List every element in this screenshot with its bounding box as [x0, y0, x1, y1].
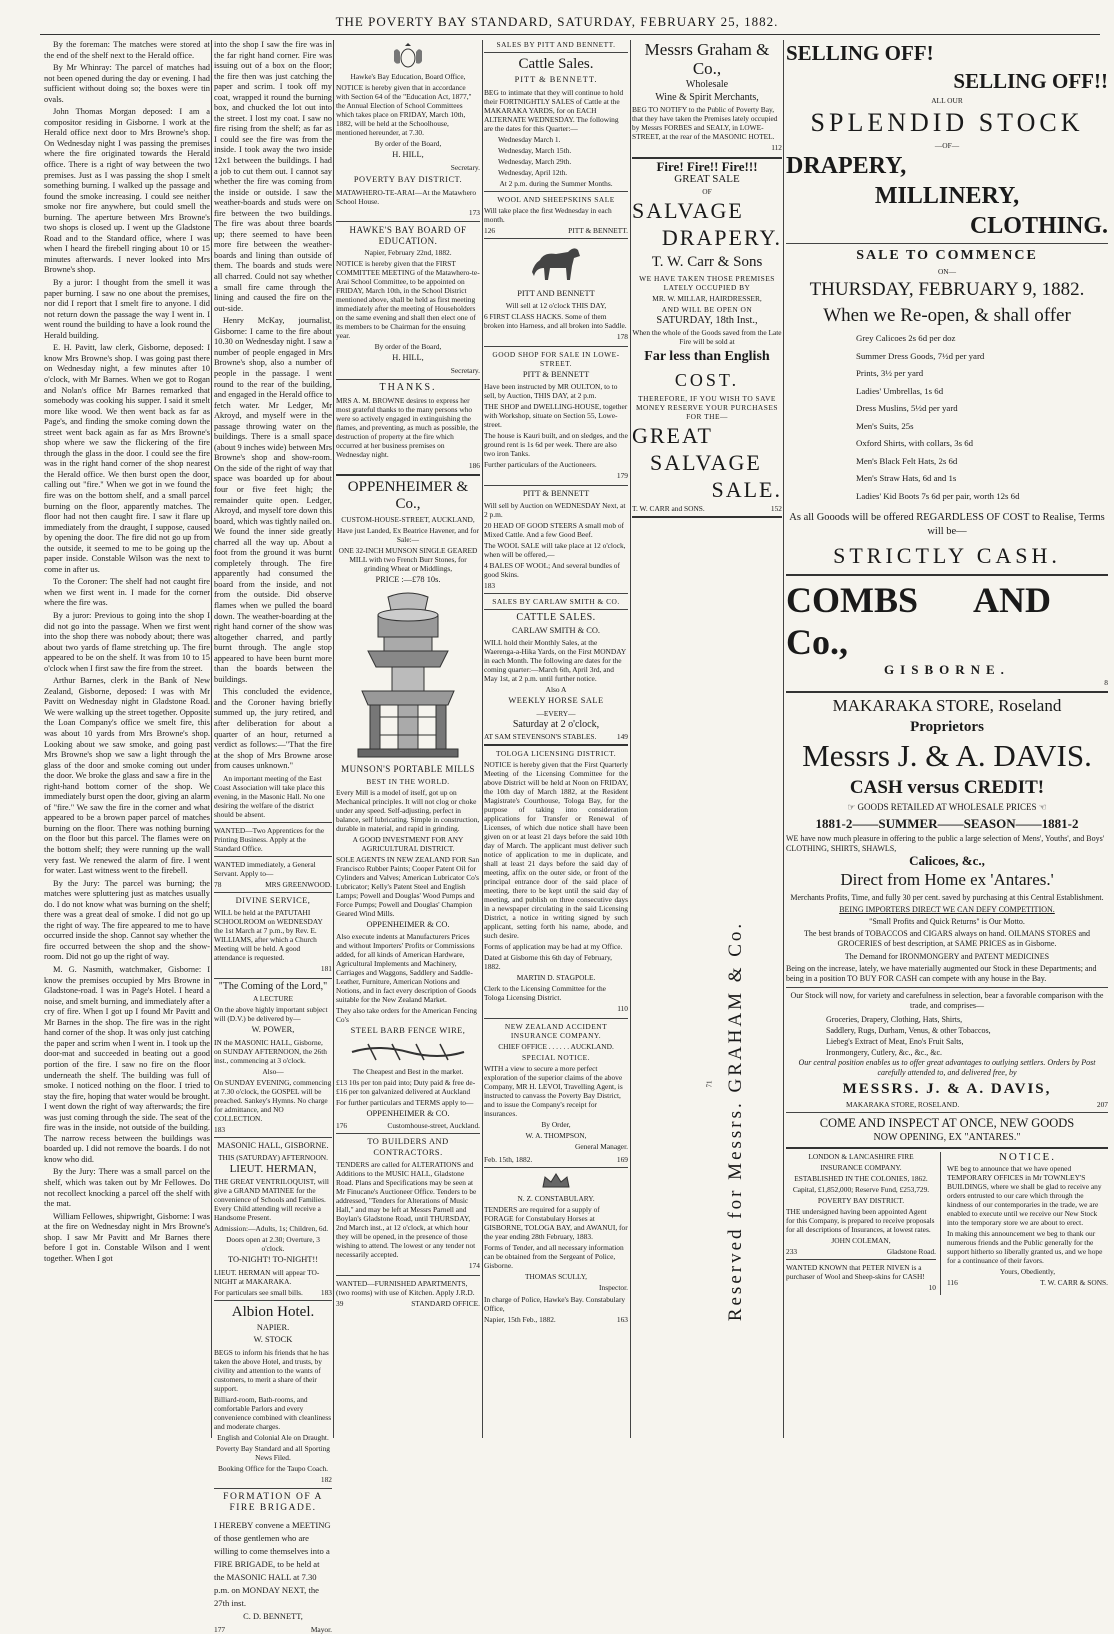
ad-heading: STRICTLY CASH.: [833, 543, 1061, 568]
ad-body: Will sell by Auction on WEDNESDAY Next, at 2 p.m.: [484, 501, 626, 520]
ad-body: [786, 802, 1108, 813]
ad-address: AT SAM STEVENSON'S STABLES.: [484, 732, 597, 742]
ad-number: 71: [705, 1080, 714, 1088]
ad-address: Customhouse-street, Auckland.: [387, 1121, 480, 1131]
paragraph: M. G. Nasmith, watchmaker, Gisborne: I know the premises occupied by Mrs Browne in Gladstone-road. I was in Page's Hotel. I heard a noise, and smelt burning, and immediately after a cry of fire. When I got up I found Mr Pavitt and Mr Barnes in the shop. The fire was in the right hand corner of the shop. It was only just catching the paper and scrim when I went in. I took up the door-mat and succeeded in beating out a good portion of the fire. I saw no fire on the floor underneath the shelf. The building was full of smoke. I noticed nothing on the floor. I tried to stay the fire, hoping that water would be brought. I went down the right of way afterwards; the fire was just coming through the side. The seat of the fire was in the inside, not outside of the building. The narrow recess between the buildings was boarded up. I did not remove the boards. I do not know who did.: [44, 965, 210, 1164]
price: PRICE :—£78 10s.: [375, 575, 441, 585]
signature: H. HILL,: [392, 353, 424, 363]
column-1-inquest-report: [44, 40, 210, 1438]
ad-body: Every Mill is a model of itself, got up on Mechanical principles. It will not clog or choke under any speed. Self-adjusting, perfect in balance, self lubricating. Simple in construction, durable in material, and rapid in grinding.: [336, 787, 480, 833]
ad-body: English and Colonial Ale on Draught.: [217, 1432, 329, 1442]
signature: C. D. BENNETT,: [243, 1612, 303, 1622]
ad-body: Further particulars of the Auctioneers.: [484, 460, 597, 470]
ad-heading: Far less than English: [644, 349, 770, 365]
ad-number: 186: [468, 460, 480, 470]
signature-role: Secretary.: [450, 162, 480, 172]
ad-body: Have just Landed, Ex Beatrice Havener, and for Sale:—: [337, 526, 479, 545]
ad-body: THE GREAT VENTRILOQUIST, will give a GRAND MATINEE for the convenience of Schools and Families. Every Child attending will receive a Handsome Present.: [214, 1177, 329, 1223]
ad-heading: CLOTHING.: [969, 213, 1108, 239]
ad-name: T. W. Carr & Sons: [651, 253, 763, 270]
price-list-item: Ladies' Kid Boots 7s 6d per pair, worth 12s 6d: [856, 490, 1020, 501]
paragraph: William Fellowes, shipwright, Gisborne: I was at the fire on Wednesday night in Mrs Browne's shop. I saw Mr Pavitt and Mr Barnes there before I got in. Constable Wilson and I went together. When I got: [44, 1211, 210, 1263]
ad-body: Doors open at 2.30; Overture, 3 o'clock.: [226, 1235, 320, 1254]
ad-heading: GOOD SHOP FOR SALE IN LOWE-STREET.: [492, 349, 620, 368]
ad-heading: "The Coming of the Lord,": [218, 980, 328, 992]
ad-number: 177: [214, 1624, 226, 1634]
ad-body: Booking Office for the Taupo Coach.: [217, 1463, 329, 1473]
ad-heading: MESSRS. J. & A. DAVIS,: [842, 1081, 1052, 1098]
ad-heading: TO-NIGHT! TO-NIGHT!!: [227, 1255, 318, 1265]
ad-body: Poverty Bay Standard and all Sporting News Filed.: [216, 1443, 330, 1462]
ad-body: By order of the Board,: [374, 139, 442, 148]
paragraph: Arthur Barnes, clerk in the Bank of New Zealand, Gisborne, deposed: I was with Mr Pavitt on Wednesday night in Gladstone Road. We were walking up the street together. Opposite the Loan Company's office we smelt fire, this was about 10 yards from Mrs Browne's shop. Looking about we saw smoke, and going past Mrs Browne's shop we saw a light through the glass of the door and smoke coming out under the door. We broke the glass and saw a fire in the right-hand bottom corner of the shop. We immediately burst open the door, giving an alarm of "fire." We saw the fire in the corner and what appeared to be a brown paper parcel of matches burning on the floor. There was nothing burning on the floor but this parcel. The flames were on the bottom shelf; they were running up the wall very fast. We renewed the alarm of fire. I went for water. Last witness went to the firebell.: [44, 676, 210, 876]
ad-body: SATURDAY, 18th Inst.,: [656, 314, 758, 326]
ad-heading: N. Z. CONSTABULARY.: [517, 1193, 595, 1203]
ad-heading: WOOL AND SHEEPSKINS SALE: [497, 194, 615, 204]
ad-number: 176: [336, 1121, 348, 1131]
stock-list-item: Liebeg's Extract of Meat, Eno's Fruit Salts,: [826, 1036, 964, 1046]
ad-body: A GOOD INVESTMENT FOR ANY AGRICULTURAL DISTRICT.: [352, 834, 464, 853]
ad-body: 6 FIRST CLASS HACKS. Some of them broken into Harness, and all broken into Saddle.: [484, 312, 627, 331]
ad-body: For particulars see small bills.: [214, 1287, 303, 1297]
ad-heading: Direct from Home ex 'Antares.': [840, 869, 1054, 889]
ad-heading: WEEKLY HORSE SALE: [508, 696, 604, 706]
signature-role: General Manager.: [575, 1142, 628, 1152]
ad-body: At 2 p.m. during the Summer Months.: [499, 178, 613, 188]
ad-number: 182: [320, 1474, 332, 1484]
ad-heading: OPPENHEIMER & Co.,: [347, 479, 469, 513]
signature: H. HILL,: [392, 150, 424, 159]
ad-body: On SUNDAY EVENING, commencing at 7.30 o'clock, the GOSPEL will be preached. Sankey's Hymns. No charge for admittance, and NO COLLECTION.: [214, 1077, 332, 1123]
ad-heading: Messrs Graham & Co.,: [644, 40, 770, 78]
ad-number: 116: [947, 1278, 958, 1288]
price-list-item: Men's Suits, 25s: [856, 420, 914, 431]
paragraph: into the shop I saw the fire was in the far right hand corner. Fire was issuing out of a box on the floor; the fire then was just catching the paper and scrim. I took off my coat, wrapped it round the burning box, and chucked the lot out into the street. I lost my coat. I saw no fire rising from the shelf; as far as I could see the fire was from the inside. I took away the two inside 12x1 between the buildings. I had a job to cut them out. I cannot say whether the fire was coming from the inside or outside. I saw the weather-boards and studs were on fire between the two buildings. The fire was about three boards up; there seemed to have been more fire between the weather-boards and lining than outside of them. The boards and studs were all charred. Could not say whether a small fire came through the lining and caused the fire on the out-side.: [214, 40, 332, 313]
reserved-space-vertical: [726, 820, 746, 1420]
ad-heading: GREAT: [632, 423, 713, 449]
ad-body: Merchants Profits, Time, and fully 30 per cent. saved by purchasing at this Central Establishment.: [790, 892, 1104, 902]
ad-body: Will take place the first Wednesday in each month.: [484, 205, 612, 224]
ad-heading: SALVAGE: [632, 197, 744, 223]
ad-heading: SALE.: [711, 477, 782, 503]
ad-body: When the whole of the Goods saved from the Late Fire will be sold at: [632, 328, 782, 347]
ad-date: Napier, February 22nd, 1882.: [364, 248, 452, 258]
ad-body: On the above highly important subject will (D.V.) be delivered by—: [214, 1005, 328, 1024]
ad-subheading: POVERTY BAY DISTRICT.: [817, 1195, 905, 1205]
ad-body: LIEUT. HERMAN will appear TO-NIGHT at MAKARAKA.: [214, 1267, 320, 1286]
ad-heading: THANKS.: [379, 382, 437, 394]
ad-body: —OF—: [934, 141, 960, 150]
ad-address: STANDARD OFFICE.: [411, 1298, 480, 1308]
column-3: [336, 40, 480, 1438]
paragraph: By the foreman: The matches were stored at the end of the shelf next to the Herald office.: [44, 40, 210, 60]
ad-date: Feb. 15th, 1882.: [484, 1154, 533, 1164]
column-rule: [482, 40, 483, 1438]
ad-body: As all Gooods will be offered REGARDLESS OF COST to Realise, Terms will be—: [789, 512, 1105, 537]
date-item: Wednesday, March 15th.: [498, 145, 572, 155]
masthead: THE POVERTY BAY STANDARD, SATURDAY, FEBRUARY 25, 1882.: [335, 14, 779, 29]
wanted-ad: WANTED immediately, a General Servant. Apply to—: [214, 859, 316, 878]
ad-body: The house is Kauri built, and on sledges, and the ground rent is 1s 6d per week. There are also two iron Tanks.: [484, 431, 628, 459]
ad-body: THE undersigned having been appointed Agent for this Company, is prepared to receive proposals for all descriptions of Insurances, at lowest rates.: [786, 1206, 935, 1234]
ad-body: THEREFORE, IF YOU WISH TO SAVE MONEY RESERVE YOUR PURCHASES FOR THE—: [635, 394, 778, 422]
ad-heading: Messrs J. & A. DAVIS.: [802, 738, 1092, 774]
ad-subheading: Proprietors: [910, 719, 984, 736]
ad-heading: STEEL BARB FENCE WIRE,: [350, 1026, 466, 1036]
ad-body: £13 10s per ton paid into; Duty paid & free de-£16 per ton galvanized delivered at Auckland: [336, 1077, 476, 1096]
price-list-item: Oxford Shirts, with collars, 3s 6d: [856, 438, 974, 448]
paragraph: By the Jury: There was a small parcel on the shelf, which was taken out by Mr Fellowes. Do not recollect knocking a parcel off the shelf with the mat.: [44, 1167, 210, 1209]
ad-number: 174: [468, 1261, 480, 1271]
ad-heading: HAWKE'S BAY BOARD OF EDUCATION.: [349, 225, 467, 246]
ad-body: For further particulars and TERMS apply to—: [336, 1097, 474, 1107]
ad-body: —EVERY—: [536, 708, 576, 718]
ad-body: ONE 32-INCH MUNSON SINGLE GEARED MILL with two French Burr Stones, for grinding Wheat or Middlings,: [338, 546, 478, 574]
ad-body: The Cheapest and Best in the market.: [352, 1066, 464, 1076]
ad-body: SOLE AGENTS IN NEW ZEALAND FOR San Francisco Rubber Paints; Cooper Patent Oil for Cylinders and Valves; American Lubricator Co's Lubricator; Kelly's Patent Steel and English Lamps; Powell and Douglas' Wood Pumps and Force Pumps; Powell and Douglas' Champion Geared Wind Mills.: [336, 854, 480, 918]
coat-of-arms-icon: [388, 43, 428, 69]
ad-body: OF: [702, 186, 712, 196]
signature: THOMAS SCULLY,: [525, 1271, 587, 1281]
crown-icon: [539, 1171, 573, 1191]
ad-number: 126: [484, 225, 496, 235]
ad-subheading: Wholesale: [685, 79, 729, 90]
pointing-hand-icon: ☞: [847, 802, 858, 813]
ad-body: NOTICE is hereby given that the First Quarterly Meeting of the Licensing Committee for the above District will be held at Noon on FRIDAY, the 10th day of March 1882, at the Resident Magistrate's Courthouse, Tologa Bay, for the purpose of taking into consideration applications for Transfer or Renewal of Licenses, of which due notice shall have been given on or at least 21 days before the said 10th day of March. The applicant must deliver such notice of application to me in duplicate, and shall at least 21 days before the said day of meeting, affix on the outer side, or front of the principal entrance door of the said place of meeting, there to be kept until the said day of meeting, and publish on three consecutive days in a newspaper circulating in the said Licensing District, a notice in writing signed by such applicant, setting forth his name, abode, and such desire.: [484, 760, 628, 941]
paragraph: By Mr Whinray: The parcel of matches had not been opened during the day or evening. I had sufficient without doing so; the boxes were tin ovals.: [44, 63, 210, 104]
signature: T. W. CARR and SONS.: [632, 504, 705, 514]
signature: OPPENHEIMER & CO.: [366, 1108, 450, 1118]
stock-list-item: Saddlery, Rugs, Durham, Venus, & other Tobaccos,: [826, 1025, 991, 1035]
ad-subheading: CARLAW SMITH & CO.: [511, 625, 601, 635]
ad-body: Billiard-room, Bath-rooms, and comfortable Parlors and every convenience combined with cleanliness and moderate charges.: [214, 1394, 332, 1431]
ad-body: BEGS to inform his friends that he has taken the above Hotel, and trusts, by civility and attention to the wants of customers, to merit a share of their support.: [214, 1347, 329, 1393]
price-list-item: Prints, 3½ per yard: [856, 368, 924, 378]
ad-number: 163: [616, 1315, 628, 1325]
ad-number: 233: [786, 1246, 798, 1256]
ad-body: NOTICE is hereby given that the FIRST COMMITTEE MEETING of the Matawhero-te-Arai School Committee, to be appointed on FRIDAY, March 10th, in the School District mentioned above, shall be held as first meeting immediately after the meeting of Householders on the same evening and shall then elect one of its members to be Chairman for the ensuing year.: [336, 259, 480, 341]
ad-heading: GREAT SALE: [674, 173, 740, 186]
ad-heading: NEW ZEALAND ACCIDENT INSURANCE COMPANY.: [504, 1022, 608, 1041]
ad-heading: Hawke's Bay Education, Board Office,: [350, 72, 466, 81]
ad-body: The WOOL SALE will take place at 12 o'clock, when will be offered,—: [484, 541, 626, 560]
paragraph: By a juror: Previous to going into the shop I did not go into the passage. When we first went into the shop there was nobody about; there was about two yards of flame stretching up. The fire appeared to be on the shelf. It was from 10 to 15 o'clock when I first saw the fire from the street.: [44, 610, 210, 673]
ad-heading: MASONIC HALL, GISBORNE.: [217, 1140, 329, 1150]
column-5: [632, 40, 782, 1438]
signature-role: Clerk to the Licensing Committee for the Tologa Licensing District.: [484, 984, 606, 1003]
ad-body: IN the MASONIC HALL, Gisborne, on SUNDAY AFTERNOON, the 26th inst., commencing at 3 o'clock.: [214, 1037, 327, 1065]
column-6: [786, 40, 1108, 1438]
ad-body: By order of the Board,: [374, 342, 442, 352]
ad-body: TENDERS are called for ALTERATIONS and Additions to the MUSIC HALL, Gladstone Road. Plans and Specifications may be seen at Mr Finucane's Auctioneer Office. Tenders to be addressed, "Tenders for Alterations of Music Hall," and may be left at Messrs Parnell and Boylan's Gladstone Road, until THURSDAY, 2nd March inst., at 12 o'clock, at which hour they will be opened, in the presence of those wishing to attend. The lowest or any tender not necessarily accepted.: [336, 1160, 477, 1260]
stock-list-item: Groceries, Drapery, Clothing, Hats, Shirts,: [826, 1014, 963, 1024]
reserved-notice: Reserved for Messrs. GRAHAM & Co.: [725, 920, 746, 1322]
price-list-item: Men's Black Felt Hats, 2s 6d: [856, 455, 958, 466]
ad-number: 173: [468, 207, 480, 217]
ad-body: ALL OUR: [931, 96, 963, 105]
ad-number: 183: [484, 581, 496, 591]
column-2: [214, 40, 332, 1634]
ad-subheading: PITT & BENNETT: [522, 369, 590, 379]
ad-number: 8: [1104, 677, 1108, 687]
ad-body: MATAWHERO-TE-ARAI—At the Matawhero School House.: [336, 187, 477, 206]
signature-role: Secretary.: [450, 365, 480, 375]
ad-heading: TOLOGA LICENSING DISTRICT.: [495, 749, 617, 759]
ad-body: The Demand for IRONMONGERY and PATENT MEDICINES: [844, 951, 1050, 961]
ad-subheading: BEST IN THE WORLD.: [366, 776, 450, 786]
ad-heading: SPLENDID STOCK: [810, 108, 1084, 137]
ad-number: 110: [617, 1004, 628, 1014]
section-header: SALES BY CARLAW SMITH & CO.: [492, 597, 620, 607]
section-header: SALES BY PITT AND BENNETT.: [496, 40, 616, 49]
ad-heading: CATTLE SALES.: [516, 612, 596, 624]
ad-heading: TO BUILDERS AND CONTRACTORS.: [367, 1137, 449, 1157]
paragraph: Henry McKay, journalist, Gisborne: I came to the fire about 10.30 on Wednesday night. I saw a number of people engaged in Mrs Browne's shop, also a number of people in the passage. I went round to the rear of the building, and engaged in the Herald office to fetch water. Mr Ledger, Mr Akroyd, and myself were in the passage throwing water on the buildings. There is a small space (about 9 inches wide) between Mrs Browne's shop and show-room. On the side of the right of way that space was boarded up for about four or five feet high; the remainder quite open. Ledger, Akroyd, and myself tore down this board, which was tightly nailed on. We found the inner side greatly charred all the way up. About a foot from the ground it was burnt completely through. The fire apparently had consumed the board from the inside, and not from the outside. Did observe flames when we pulled the board down. The weather-boarding at the right hand corner of the show was altogether charred, and partly burnt through. The angle stop appeared to have been burnt more than the boards between the buildings.: [214, 316, 332, 684]
price-list-item: Grey Calicoes 2s 6d per doz: [856, 333, 956, 343]
ad-body: In making this announcement we beg to thank our numerous friends and the Public generally for the support hitherto so liberally granted us, and we hope for a continuance of their favors.: [947, 1229, 1103, 1266]
ad-heading: FORMATION OF A FIRE BRIGADE.: [223, 1492, 323, 1513]
ad-heading: NOTICE.: [998, 1150, 1057, 1163]
ad-heading: 1881-2——SUMMER——SEASON——1881-2: [815, 815, 1079, 831]
ad-heading: SELLING OFF!!: [953, 69, 1108, 93]
paragraph: By a juror: I thought from the smell it was paper burning. I saw no one about the premises, nor did I report that I smelt fire to anyone. I did not return down the passage the way I went in. I went round the building to have a look round the Herald building.: [44, 278, 210, 340]
ad-heading: Albion Hotel.: [231, 1303, 315, 1320]
ad-number: 178: [616, 332, 628, 342]
price-list-item: Men's Straw Hats, 6d and 1s: [856, 473, 957, 483]
ad-heading: SALE TO COMMENCE: [856, 248, 1038, 263]
ad-body: I HEREBY convene a MEETING of those gentlemen who are willing to come themselves into a FIRE BRIGADE, to be held at the MASONIC HALL at 7.30 p.m. on MONDAY NEXT, the 27th inst.: [214, 1520, 331, 1609]
signature: W. A. THOMPSON,: [525, 1131, 587, 1141]
ad-heading: SELLING OFF!: [786, 41, 934, 65]
ad-subheading: NOW OPENING, EX "ANTARES.": [873, 1132, 1021, 1144]
ad-name: W. STOCK: [253, 1335, 293, 1345]
ad-number: 39: [336, 1298, 344, 1308]
ad-body: WITH a view to secure a more perfect exploration of the superior claims of the above Company, MR H. LEVOI, Travelling Agent, is instructed to canvass the Poverty Bay District, and to issue the Company's receipt for insurances.: [484, 1064, 623, 1119]
ad-name: W. POWER,: [251, 1025, 295, 1035]
ad-body: The best brands of TOBACCOS and CIGARS always on hand. OILMANS STORES and GROCERIES of best description, at SAME PRICES as in Gisborne.: [804, 929, 1090, 949]
ad-body: By Order,: [541, 1120, 571, 1130]
date-item: Wednesday, April 12th.: [498, 167, 568, 177]
ad-body: Our central position enables us to offer great advantages to outlying settlers. Orders by Post carefully attended to, and delivered free, by: [798, 1057, 1096, 1077]
ad-number: 78: [214, 879, 222, 889]
column-rule: [211, 40, 212, 1438]
ad-body: ESTABLISHED IN THE COLONIES, 1862.: [794, 1173, 928, 1183]
ad-body: NOTICE is hereby given that in accordance with Section 64 of the "Education Act, 1877," the Annual Election of School Committees which takes place on FRIDAY, March 10th, 1882, will be held at the Schoolhouse, mentioned hereunder, at 7.30.: [336, 83, 472, 137]
ad-number: 149: [616, 732, 628, 742]
signature: JOHN COLEMAN,: [831, 1235, 891, 1245]
wanted-ad: WANTED—FURNISHED APARTMENTS, (two rooms) with use of Kitchen. Apply J.R.D.: [336, 1278, 475, 1297]
ad-number: 179: [616, 471, 628, 481]
ad-heading: Cattle Sales.: [518, 56, 594, 72]
ad-heading: MAKARAKA STORE, Roseland: [832, 696, 1062, 716]
date-item: Wednesday March 1.: [498, 134, 561, 144]
ad-heading: CASH versus CREDIT!: [849, 777, 1045, 799]
signature: MARTIN D. STAGPOLE.: [516, 973, 596, 983]
paragraph: To the Coroner: The shelf had not caught fire when we first went in. I made for the corner where the fire was.: [44, 577, 210, 608]
ad-heading: MUNSON'S PORTABLE MILLS: [341, 764, 475, 775]
ad-heading: DRAPERY.: [661, 224, 782, 250]
ad-heading: COME AND INSPECT AT ONCE, NEW GOODS: [819, 1116, 1075, 1131]
ad-subheading: NAPIER.: [256, 1322, 290, 1332]
ad-subheading: A LECTURE: [252, 994, 294, 1004]
ad-body: 20 HEAD OF GOOD STEERS A small mob of Mixed Cattle. And a few Good Beef.: [484, 521, 625, 540]
ad-address: Gladstone Road.: [886, 1246, 936, 1256]
ad-subheading: THIS (SATURDAY) AFTERNOON.: [218, 1153, 328, 1163]
ad-number: 112: [771, 143, 782, 153]
wanted-ad: WANTED KNOWN that PETER NIVEN is a purchaser of Wool and Sheep-skins for CASH!: [786, 1262, 925, 1281]
ad-body: WE HAVE TAKEN THOSE PREMISES LATELY OCCUPIED BY: [639, 273, 775, 292]
stock-list-item: Ironmongery, Cutlery, &c., &c., &c.: [826, 1047, 943, 1057]
ad-body: "Small Profits and Quick Returns" is Our Motto.: [869, 917, 1025, 926]
ad-heading: LONDON & LANCASHIRE FIRE: [808, 1151, 914, 1161]
horse-icon: [526, 242, 586, 286]
ad-body: AND WILL BE OPEN ON: [661, 304, 753, 314]
ad-body: Have been instructed by MR OULTON, to to sell, by Auction, THIS DAY, at 2 p.m.: [484, 382, 618, 401]
ad-body: Capital, £1,852,000; Reserve Fund, £253,729.: [792, 1184, 930, 1194]
ad-subheading: SPECIAL NOTICE.: [522, 1053, 590, 1063]
ad-body: WILL be held at the PATUTAHI SCHOOLROOM on WEDNESDAY the 1st March at 7 p.m., by Rev. E. WILLIAMS, after which a Church Meeting will be held. A good attendance is requested.: [214, 908, 323, 963]
paragraph: By the Jury: The parcel was burning; the matches were spluttering just as matches usually do. I do not know what was burning on the shelf; there was a great deal of smoke. I did not go up the right of way. The fire appeared to me to have occurred inside the shop. Cannot say whether the fire occurred between the shop and the show-room. Did not go up the right of way.: [44, 878, 210, 962]
ad-heading: MILLINERY,: [874, 183, 1020, 209]
pointing-hand-icon: ☜: [1036, 802, 1047, 813]
ad-body: THE SHOP and DWELLING-HOUSE, together with Workshop, situate on Section 55, Lowe-street.: [484, 402, 628, 430]
signature: T. W. CARR & SONS.: [1040, 1278, 1108, 1288]
ad-heading: COMBS AND Co.,: [786, 580, 1052, 662]
ad-heading: LIEUT. HERMAN,: [229, 1163, 317, 1176]
ad-body: Dated at Gisborne this 6th day of February, 1882.: [484, 953, 613, 972]
ad-heading: DRAPERY,: [786, 153, 907, 179]
signature-role: Inspector.: [599, 1282, 628, 1292]
ad-subheading: POVERTY BAY DISTRICT.: [353, 175, 463, 185]
portable-mill-illustration: [348, 589, 468, 761]
ad-body: Saturday at 2 o'clock,: [512, 718, 600, 730]
ad-body: MRS A. M. BROWNE desires to express her most grateful thanks to the many persons who were so actively engaged in extinguishing the flames, and preventing, as much as possible, the destruction of property at the fire which occurred at her business premises on Wednesday night.: [336, 395, 479, 459]
ad-heading: SALVAGE: [650, 450, 762, 476]
ad-body: Forms of application may be had at my Office.: [484, 942, 623, 952]
ad-body: BEG TO NOTIFY to the Public of Poverty Bay, that they have taken the Premises lately occupied by Messrs FORBES and SEALY, in LOWE-STREET, at the rear of the MASONIC HOTEL.: [632, 105, 778, 142]
signature-role: Mayor.: [310, 1624, 332, 1634]
ad-body: BEG to intimate that they will continue to hold their FORTNIGHTLY SALES of Cattle at the MAKARAKA YARDS, for on EACH ALTERNATE WEDNESDAY. The following are the dates for this Quarter:—: [484, 87, 624, 133]
ad-body: They also take orders for the American Fencing Co's: [336, 1006, 477, 1025]
signature: PITT & BENNETT.: [568, 225, 628, 235]
ad-body: Being on the increase, lately, we have materially augmented our Stock in these Departments; and being in a position TO BUY FOR CASH can compete with any house in the Bay.: [786, 963, 1097, 984]
price-list-item: Summer Dress Goods, 7½d per yard: [856, 350, 985, 361]
ad-body: Also A: [545, 685, 567, 695]
price-list-item: Dress Muslins, 5½d per yard: [856, 403, 958, 413]
ad-subheading: Wine & Spirit Merchants,: [655, 91, 759, 103]
ad-body: GOODS RETAILED AT WHOLESALE PRICES: [857, 802, 1037, 813]
ad-body: ON—: [937, 267, 957, 276]
signature: MRS GREENWOOD.: [265, 879, 332, 889]
ad-date: Napier, 15th Feb., 1882.: [484, 1315, 556, 1325]
ad-subheading: CUSTOM-HOUSE-STREET, AUCKLAND,: [341, 515, 475, 525]
top-rule: [40, 34, 1100, 35]
ad-body: Yours, Obediently,: [999, 1267, 1056, 1277]
date-item: Wednesday, March 29th.: [498, 156, 572, 166]
ad-subheading: PITT & BENNETT.: [514, 75, 598, 84]
ad-body: In charge of Police, Hawke's Bay. Constabulary Office,: [484, 1295, 626, 1314]
ad-body: Will sell at 12 o'clock THIS DAY,: [505, 301, 607, 311]
ad-body: WILL hold their Monthly Sales, at the Waerenga-a-Hika Yards, on the First MONDAY in each Month. The following are dates for the coming quarter:—March 6th, April 3rd, and May 1st, at 2 p.m. until further notice.: [484, 638, 626, 684]
column-rule: [630, 40, 631, 1438]
ad-heading: DIVINE SERVICE,: [235, 895, 311, 905]
ad-number: 183: [214, 1124, 226, 1134]
ad-number: 207: [1096, 1100, 1108, 1110]
barb-wire-icon: [348, 1040, 468, 1064]
ad-body: 4 BALES OF WOOL; And several bundles of good Skins.: [484, 561, 620, 580]
ad-number: 181: [320, 964, 332, 974]
ad-body: Also—: [262, 1066, 284, 1076]
wanted-ad: WANTED—Two Apprentices for the Printing Business. Apply at the Standard Office.: [214, 825, 325, 853]
ad-body: WE beg to announce that we have opened TEMPORARY OFFICES in Mr TOWNLEY'S BUILDINGS, where we shall be glad to receive any orders entrusted to our care which through the kindness of our contemporaries in the trade, we are enabled to execute until we receive our New Stock into the temporary store we are about to erect.: [947, 1164, 1102, 1228]
ad-body: WE have now much pleasure in offering to the public a large selection of Mens', Youths', and Boys' CLOTHING, SHIRTS, SHAWLS,: [786, 833, 1105, 853]
ad-heading: OPPENHEIMER & CO.: [366, 919, 450, 929]
ad-body: MR. W. MILLAR, HAIRDRESSER,: [652, 293, 762, 303]
ad-body: CHIEF OFFICE . . . . . . AUCKLAND.: [498, 1042, 614, 1052]
ad-number: 169: [616, 1154, 628, 1164]
ad-body: Forms of Tender, and all necessary information can be obtained from the Sergeant of Police, Gisborne.: [484, 1242, 624, 1270]
column-4: [484, 40, 628, 1438]
ad-body: Our Stock will now, for variety and carefulness in selection, bear a favorable comparison with the trade, and comprises—: [790, 991, 1104, 1011]
ad-number: 152: [770, 504, 782, 514]
ad-heading: Calicoes, &c.,: [909, 853, 985, 869]
ad-heading: When we Re-open, & shall offer: [823, 305, 1071, 326]
ad-subheading: PITT & BENNETT: [522, 488, 590, 498]
paragraph: This concluded the evidence, and the Coroner having briefly summed up, the jury retired, and after deliberation for about a quarter of an hour, returned a verdict as follows:—"That the fire at the shop of Mrs Browne arose from causes unknown.": [214, 687, 332, 771]
paragraph: John Thomas Morgan deposed: I am a compositor residing in Gisborne. I work at the Herald office next door to Mrs Browne's shop. On Wednesday night I was passing the premises where the fire originated towards the Herald office. There is a right of way between the two premises. Just as I was passing the shop I smelt something burning. I walked up the passage and found the smoke increasing. I could see neither smoke nor fire anywhere, but could smell the burning. The aperture between Mrs Browne's two shops is closed up. I went up the Gladstone Road and to the Standard office, where I was when I heard the firebell ringing about 10 or 15 minutes afterwards. I never looked into Mrs Browne's shop.: [44, 107, 210, 275]
ad-address: MAKARAKA STORE, ROSELAND.: [846, 1100, 960, 1110]
ad-subheading: INSURANCE COMPANY.: [820, 1162, 902, 1172]
ad-body: TENDERS are required for a supply of FORAGE for Constabulary Horses at GISBORNE, TOLOGA BAY, and AWANUI, for the year ending 28th February, 1883.: [484, 1204, 628, 1241]
price-list-item: Ladies' Umbrellas, 1s 6d: [856, 385, 944, 396]
ad-body: Also execute indents at Manufacturers Prices and without Importers' Profits or Commissions added, for all kinds of American Hardware, Agricultural Implements and Machinery, Carriages and Waggons, Saddlery and Saddle-Leather, Furniture, American Notions and Notions, and in fact every description of Goods suitable for the New Zealand Market.: [336, 932, 477, 1005]
ad-body: BEING IMPORTERS DIRECT WE CAN DEFY COMPETITION.: [839, 904, 1055, 914]
column-rule: [333, 40, 334, 1438]
ad-heading: THURSDAY, FEBRUARY 9, 1882.: [809, 279, 1085, 300]
ad-heading: COST.: [674, 370, 740, 391]
ad-body: Admission:—Adults, 1s; Children, 6d.: [214, 1224, 329, 1234]
ad-heading: PITT AND BENNETT: [517, 288, 595, 298]
ad-number: 183: [320, 1287, 332, 1297]
paragraph: E. H. Pavitt, law clerk, Gisborne, deposed: I know Mrs Browne's shop. I was going past there on Wednesday night, a few minutes after 10 o'clock, with Mr Barnes. When we got to Rogan and Nolan's office Mr Barnes remarked that somebody was cooking his supper. I said it smelt more like wood. We then went back as far as Page's, and finding the smoke coming down the street went back again as far as Mrs Browne's shop where we saw the flickering of the fire through the glass in the door. I could see the fire was in the right hand corner of the shop nearest the Herald office. We then burst open the door, calling out "fire." When we got in we found the fire was on the bottom shelf, and a small parcel burning on the floor, apparently matches. The floor had not then caught fire. I saw it flare up immediately from the draught, I suppose, caused by opening the door. The fire did not go up from the outside, it seemed to me to be going up the paper inside. Constable Wilson was the next to come in after us.: [44, 343, 210, 574]
column-rule: [783, 40, 784, 1438]
ad-number: 10: [928, 1282, 936, 1292]
paragraph: An important meeting of the East Coast Association will take place this evening, in the Masonic Hall. No one desiring the welfare of the district should be absent.: [214, 773, 325, 819]
ad-heading: Fire! Fire!! Fire!!!: [656, 158, 758, 174]
ad-subheading: GISBORNE.: [884, 662, 1010, 677]
